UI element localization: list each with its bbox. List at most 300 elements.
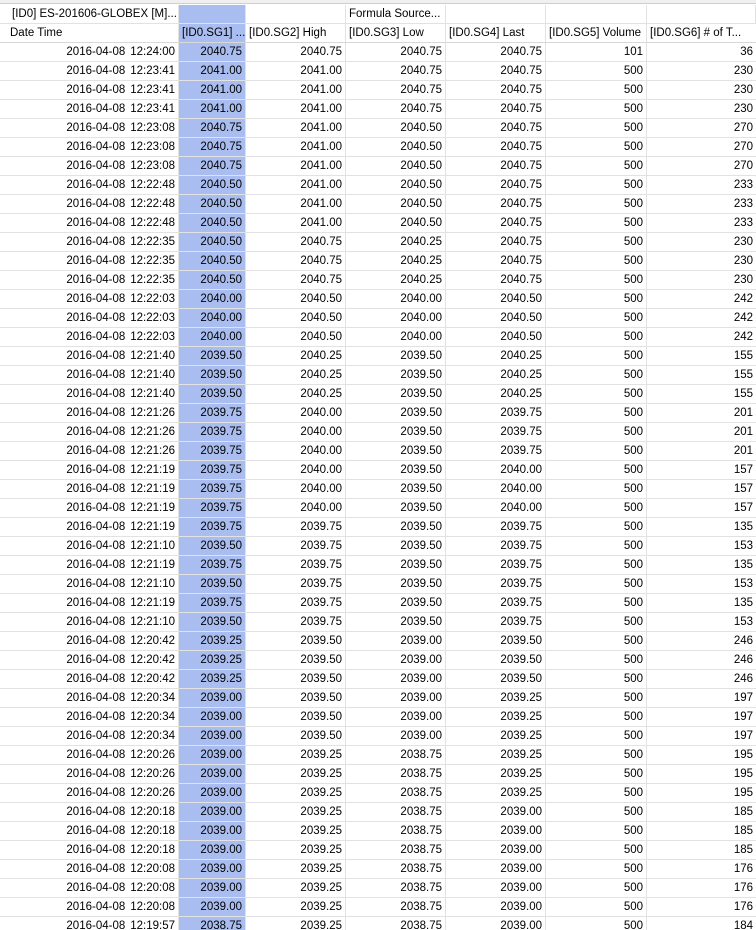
cell-num-trades[interactable]: 233 <box>733 217 753 229</box>
cell-low[interactable]: 2040.75 <box>346 43 446 61</box>
cell-num-trades[interactable]: 157 <box>733 464 753 476</box>
table-row[interactable] <box>0 879 756 898</box>
cell-last[interactable]: 2039.50 <box>446 670 546 688</box>
table-row[interactable] <box>0 290 756 309</box>
cell-num-trades[interactable]: 197 <box>733 692 753 704</box>
cell-low[interactable]: 2040.00 <box>346 328 446 346</box>
cell-high[interactable]: 2039.50 <box>246 651 346 669</box>
column-header-num-trades[interactable]: [ID0.SG6] # of T... <box>650 27 742 39</box>
cell-volume[interactable]: 500 <box>546 898 647 916</box>
cell-volume[interactable]: 500 <box>546 879 647 897</box>
cell-volume[interactable]: 500 <box>546 708 647 726</box>
cell-low[interactable]: 2040.25 <box>346 233 446 251</box>
cell-low[interactable]: 2038.75 <box>346 746 446 764</box>
cell-low[interactable]: 2039.50 <box>346 442 446 460</box>
cell-low[interactable]: 2039.50 <box>346 575 446 593</box>
cell-sg1[interactable]: 2040.75 <box>179 157 246 175</box>
cell-date-time[interactable] <box>0 670 179 688</box>
table-row[interactable] <box>0 138 756 157</box>
cell-high[interactable]: 2040.00 <box>246 404 346 422</box>
cell-volume[interactable]: 500 <box>546 556 647 574</box>
cell-high[interactable]: 2040.75 <box>246 233 346 251</box>
cell-date-time[interactable] <box>0 100 179 118</box>
cell-last[interactable]: 2039.00 <box>446 860 546 878</box>
column-header-volume[interactable]: [ID0.SG5] Volume <box>546 24 647 42</box>
formula-source-label[interactable]: Formula Source... <box>346 5 446 23</box>
table-row[interactable] <box>0 423 756 442</box>
cell-date-time[interactable] <box>0 594 179 612</box>
cell-date-time[interactable] <box>0 841 179 859</box>
cell-last[interactable]: 2040.00 <box>446 480 546 498</box>
table-row[interactable] <box>0 556 756 575</box>
cell-sg1[interactable]: 2039.75 <box>179 480 246 498</box>
table-row[interactable] <box>0 499 756 518</box>
cell-volume[interactable]: 500 <box>546 271 647 289</box>
cell-num-trades[interactable]: 242 <box>733 331 753 343</box>
cell-num-trades[interactable]: 197 <box>733 711 753 723</box>
cell-sg1[interactable]: 2040.50 <box>179 176 246 194</box>
cell-low[interactable]: 2038.75 <box>346 822 446 840</box>
cell-date-time[interactable] <box>0 366 179 384</box>
cell-date-time[interactable] <box>0 385 179 403</box>
cell-sg1[interactable]: 2039.00 <box>179 727 246 745</box>
cell-high[interactable]: 2039.75 <box>246 575 346 593</box>
cell-date-time[interactable] <box>0 898 179 916</box>
cell-low[interactable]: 2039.50 <box>346 385 446 403</box>
table-row[interactable] <box>0 689 756 708</box>
cell-date-time[interactable] <box>0 556 179 574</box>
cell-volume[interactable]: 500 <box>546 689 647 707</box>
cell-low[interactable]: 2040.25 <box>346 252 446 270</box>
cell-date-time[interactable] <box>0 917 179 930</box>
cell-low[interactable]: 2040.00 <box>346 309 446 327</box>
cell-high[interactable]: 2039.50 <box>246 708 346 726</box>
cell-date-time[interactable] <box>0 499 179 517</box>
cell-sg1[interactable]: 2039.75 <box>179 461 246 479</box>
cell-last[interactable]: 2040.75 <box>446 271 546 289</box>
cell-date-time[interactable] <box>0 195 179 213</box>
cell-num-trades[interactable]: 230 <box>733 274 753 286</box>
cell-date-time[interactable] <box>0 233 179 251</box>
cell-low[interactable]: 2040.50 <box>346 214 446 232</box>
cell-num-trades[interactable]: 157 <box>733 483 753 495</box>
table-row[interactable] <box>0 480 756 499</box>
cell-low[interactable]: 2038.75 <box>346 803 446 821</box>
cell-high[interactable]: 2039.75 <box>246 537 346 555</box>
cell-last[interactable]: 2040.75 <box>446 214 546 232</box>
cell-sg1[interactable]: 2039.00 <box>179 822 246 840</box>
cell-low[interactable]: 2039.50 <box>346 461 446 479</box>
cell-low[interactable]: 2038.75 <box>346 879 446 897</box>
cell-high[interactable]: 2039.25 <box>246 765 346 783</box>
cell-volume[interactable]: 500 <box>546 651 647 669</box>
cell-high[interactable]: 2039.25 <box>246 784 346 802</box>
cell-last[interactable]: 2040.00 <box>446 461 546 479</box>
cell-last[interactable]: 2040.25 <box>446 347 546 365</box>
cell-low[interactable]: 2038.75 <box>346 860 446 878</box>
cell-low[interactable]: 2039.50 <box>346 499 446 517</box>
table-row[interactable] <box>0 651 756 670</box>
table-row[interactable] <box>0 214 756 233</box>
cell-last[interactable]: 2040.75 <box>446 176 546 194</box>
cell-volume[interactable]: 500 <box>546 366 647 384</box>
cell-last[interactable]: 2040.75 <box>446 100 546 118</box>
cell-volume[interactable]: 500 <box>546 81 647 99</box>
table-row[interactable] <box>0 746 756 765</box>
cell-last[interactable]: 2039.00 <box>446 803 546 821</box>
cell-volume[interactable]: 500 <box>546 632 647 650</box>
cell-high[interactable]: 2040.00 <box>246 499 346 517</box>
cell-low[interactable]: 2040.75 <box>346 81 446 99</box>
cell-high[interactable]: 2039.25 <box>246 841 346 859</box>
cell-low[interactable]: 2039.00 <box>346 708 446 726</box>
table-row[interactable] <box>0 271 756 290</box>
cell-sg1[interactable]: 2039.00 <box>179 860 246 878</box>
cell-sg1[interactable]: 2040.50 <box>179 271 246 289</box>
cell-sg1[interactable]: 2039.75 <box>179 423 246 441</box>
cell-low[interactable]: 2039.00 <box>346 632 446 650</box>
cell-num-trades[interactable]: 233 <box>733 198 753 210</box>
cell-high[interactable]: 2039.50 <box>246 727 346 745</box>
cell-num-trades[interactable]: 197 <box>733 730 753 742</box>
cell-volume[interactable]: 500 <box>546 347 647 365</box>
cell-sg1[interactable]: 2039.00 <box>179 898 246 916</box>
cell-date-time[interactable] <box>0 879 179 897</box>
cell-low[interactable]: 2039.50 <box>346 423 446 441</box>
cell-volume[interactable]: 500 <box>546 765 647 783</box>
table-row[interactable] <box>0 518 756 537</box>
cell-last[interactable]: 2039.00 <box>446 898 546 916</box>
cell-sg1[interactable]: 2039.00 <box>179 841 246 859</box>
cell-num-trades[interactable]: 157 <box>733 502 753 514</box>
table-row[interactable] <box>0 328 756 347</box>
cell-sg1[interactable]: 2039.50 <box>179 347 246 365</box>
table-row[interactable] <box>0 670 756 689</box>
cell-sg1[interactable]: 2039.00 <box>179 784 246 802</box>
cell-low[interactable]: 2039.50 <box>346 556 446 574</box>
cell-volume[interactable]: 500 <box>546 423 647 441</box>
cell-date-time[interactable] <box>0 214 179 232</box>
cell-high[interactable]: 2040.75 <box>246 271 346 289</box>
cell-num-trades[interactable]: 246 <box>733 654 753 666</box>
cell-num-trades[interactable]: 153 <box>733 540 753 552</box>
column-header-last[interactable]: [ID0.SG4] Last <box>446 24 546 42</box>
cell-sg1[interactable]: 2039.25 <box>179 670 246 688</box>
cell-date-time[interactable] <box>0 290 179 308</box>
cell-date-time[interactable] <box>0 822 179 840</box>
cell-last[interactable]: 2039.25 <box>446 689 546 707</box>
table-row[interactable] <box>0 860 756 879</box>
cell-high[interactable]: 2039.50 <box>246 670 346 688</box>
cell-last[interactable]: 2039.75 <box>446 556 546 574</box>
cell-volume[interactable]: 500 <box>546 575 647 593</box>
cell-sg1[interactable]: 2040.50 <box>179 195 246 213</box>
cell-sg1[interactable]: 2040.00 <box>179 328 246 346</box>
cell-volume[interactable]: 500 <box>546 746 647 764</box>
cell-num-trades[interactable]: 176 <box>733 882 753 894</box>
table-row[interactable] <box>0 613 756 632</box>
cell-num-trades[interactable]: 36 <box>740 46 753 58</box>
cell-num-trades[interactable]: 230 <box>733 65 753 77</box>
cell-volume[interactable]: 500 <box>546 841 647 859</box>
cell-sg1[interactable]: 2039.00 <box>179 765 246 783</box>
cell-sg1[interactable]: 2039.50 <box>179 575 246 593</box>
cell-sg1[interactable]: 2040.00 <box>179 309 246 327</box>
cell-volume[interactable]: 500 <box>546 214 647 232</box>
table-row[interactable] <box>0 898 756 917</box>
cell-num-trades[interactable]: 195 <box>733 749 753 761</box>
cell-last[interactable]: 2039.75 <box>446 575 546 593</box>
cell-date-time[interactable] <box>0 708 179 726</box>
cell-date-time[interactable] <box>0 347 179 365</box>
table-row[interactable] <box>0 841 756 860</box>
cell-volume[interactable]: 500 <box>546 917 647 930</box>
cell-num-trades[interactable]: 176 <box>733 901 753 913</box>
cell-sg1[interactable]: 2040.75 <box>179 43 246 61</box>
cell-last[interactable]: 2040.00 <box>446 499 546 517</box>
cell-last[interactable]: 2039.75 <box>446 442 546 460</box>
cell-sg1[interactable]: 2039.00 <box>179 879 246 897</box>
cell-sg1[interactable]: 2039.75 <box>179 594 246 612</box>
table-row[interactable] <box>0 81 756 100</box>
cell-volume[interactable]: 500 <box>546 176 647 194</box>
cell-num-trades[interactable]: 246 <box>733 635 753 647</box>
cell-num-trades[interactable]: 155 <box>733 369 753 381</box>
cell-last[interactable]: 2040.50 <box>446 290 546 308</box>
cell-sg1[interactable]: 2040.75 <box>179 119 246 137</box>
cell-low[interactable]: 2039.50 <box>346 404 446 422</box>
cell-date-time[interactable] <box>0 442 179 460</box>
cell-last[interactable]: 2040.75 <box>446 43 546 61</box>
cell-high[interactable]: 2039.25 <box>246 898 346 916</box>
cell-sg1[interactable]: 2040.50 <box>179 252 246 270</box>
cell-last[interactable]: 2040.75 <box>446 195 546 213</box>
cell-last[interactable]: 2039.25 <box>446 746 546 764</box>
cell-volume[interactable]: 101 <box>546 43 647 61</box>
cell-low[interactable]: 2039.00 <box>346 727 446 745</box>
cell-num-trades[interactable]: 230 <box>733 103 753 115</box>
cell-last[interactable]: 2039.75 <box>446 613 546 631</box>
cell-last[interactable]: 2040.50 <box>446 309 546 327</box>
cell-num-trades[interactable]: 246 <box>733 673 753 685</box>
cell-date-time[interactable] <box>0 613 179 631</box>
cell-high[interactable]: 2041.00 <box>246 62 346 80</box>
cell-high[interactable]: 2039.50 <box>246 632 346 650</box>
table-row[interactable] <box>0 233 756 252</box>
cell-last[interactable]: 2040.75 <box>446 138 546 156</box>
cell-volume[interactable]: 500 <box>546 537 647 555</box>
cell-last[interactable]: 2040.25 <box>446 385 546 403</box>
table-row[interactable] <box>0 765 756 784</box>
cell-sg1[interactable]: 2039.75 <box>179 518 246 536</box>
cell-high[interactable]: 2039.75 <box>246 556 346 574</box>
cell-date-time[interactable] <box>0 727 179 745</box>
cell-high[interactable]: 2041.00 <box>246 157 346 175</box>
cell-num-trades[interactable]: 184 <box>733 920 753 930</box>
cell-low[interactable]: 2038.75 <box>346 841 446 859</box>
symbol-label[interactable]: [ID0] ES-201606-GLOBEX [M]... <box>0 5 179 23</box>
cell-low[interactable]: 2040.50 <box>346 195 446 213</box>
cell-num-trades[interactable]: 195 <box>733 768 753 780</box>
cell-sg1[interactable]: 2040.50 <box>179 214 246 232</box>
cell-num-trades[interactable]: 153 <box>733 578 753 590</box>
cell-high[interactable]: 2041.00 <box>246 214 346 232</box>
cell-last[interactable]: 2039.00 <box>446 841 546 859</box>
cell-last[interactable]: 2039.75 <box>446 518 546 536</box>
cell-sg1[interactable]: 2039.50 <box>179 385 246 403</box>
cell-num-trades[interactable]: 233 <box>733 179 753 191</box>
cell-high[interactable]: 2039.25 <box>246 803 346 821</box>
table-row[interactable] <box>0 708 756 727</box>
cell-num-trades[interactable]: 135 <box>733 559 753 571</box>
cell-low[interactable]: 2039.00 <box>346 670 446 688</box>
cell-date-time[interactable] <box>0 404 179 422</box>
table-row[interactable] <box>0 784 756 803</box>
cell-last[interactable]: 2039.75 <box>446 594 546 612</box>
table-row[interactable] <box>0 404 756 423</box>
cell-sg1[interactable]: 2041.00 <box>179 81 246 99</box>
cell-volume[interactable]: 500 <box>546 480 647 498</box>
cell-date-time[interactable] <box>0 784 179 802</box>
cell-low[interactable]: 2039.50 <box>346 366 446 384</box>
cell-last[interactable]: 2040.75 <box>446 62 546 80</box>
cell-last[interactable]: 2039.25 <box>446 727 546 745</box>
cell-num-trades[interactable]: 201 <box>733 426 753 438</box>
cell-last[interactable]: 2040.50 <box>446 328 546 346</box>
cell-date-time[interactable] <box>0 632 179 650</box>
cell-volume[interactable]: 500 <box>546 100 647 118</box>
cell-low[interactable]: 2039.50 <box>346 537 446 555</box>
cell-num-trades[interactable]: 270 <box>733 160 753 172</box>
cell-num-trades[interactable]: 230 <box>733 236 753 248</box>
table-row[interactable] <box>0 100 756 119</box>
cell-volume[interactable]: 500 <box>546 404 647 422</box>
cell-high[interactable]: 2040.25 <box>246 385 346 403</box>
cell-volume[interactable]: 500 <box>546 233 647 251</box>
cell-num-trades[interactable]: 201 <box>733 407 753 419</box>
cell-num-trades[interactable]: 185 <box>733 806 753 818</box>
table-row[interactable] <box>0 917 756 930</box>
cell-sg1[interactable]: 2040.00 <box>179 290 246 308</box>
cell-volume[interactable]: 500 <box>546 594 647 612</box>
cell-sg1[interactable]: 2039.25 <box>179 651 246 669</box>
cell-num-trades[interactable]: 155 <box>733 350 753 362</box>
column-header-low[interactable]: [ID0.SG3] Low <box>346 24 446 42</box>
cell-num-trades[interactable]: 185 <box>733 825 753 837</box>
cell-volume[interactable]: 500 <box>546 499 647 517</box>
cell-high[interactable]: 2040.50 <box>246 290 346 308</box>
cell-num-trades[interactable]: 242 <box>733 293 753 305</box>
cell-high[interactable]: 2039.25 <box>246 917 346 930</box>
cell-date-time[interactable] <box>0 328 179 346</box>
cell-low[interactable]: 2040.75 <box>346 100 446 118</box>
cell-sg1[interactable]: 2039.00 <box>179 803 246 821</box>
cell-high[interactable]: 2041.00 <box>246 195 346 213</box>
cell-sg1[interactable]: 2040.50 <box>179 233 246 251</box>
table-row[interactable] <box>0 727 756 746</box>
cell-high[interactable]: 2040.50 <box>246 328 346 346</box>
cell-low[interactable]: 2038.75 <box>346 898 446 916</box>
cell-date-time[interactable] <box>0 803 179 821</box>
cell-sg1[interactable]: 2041.00 <box>179 62 246 80</box>
cell-low[interactable]: 2038.75 <box>346 765 446 783</box>
cell-low[interactable]: 2040.50 <box>346 157 446 175</box>
cell-date-time[interactable] <box>0 423 179 441</box>
cell-volume[interactable]: 500 <box>546 860 647 878</box>
cell-high[interactable]: 2039.25 <box>246 822 346 840</box>
cell-num-trades[interactable]: 270 <box>733 141 753 153</box>
cell-high[interactable]: 2039.25 <box>246 746 346 764</box>
cell-sg1[interactable]: 2039.50 <box>179 366 246 384</box>
table-row[interactable] <box>0 632 756 651</box>
cell-last[interactable]: 2039.25 <box>446 708 546 726</box>
table-row[interactable] <box>0 822 756 841</box>
cell-sg1[interactable]: 2039.00 <box>179 689 246 707</box>
cell-high[interactable]: 2040.50 <box>246 309 346 327</box>
cell-date-time[interactable] <box>0 271 179 289</box>
cell-num-trades[interactable]: 153 <box>733 616 753 628</box>
cell-date-time[interactable] <box>0 765 179 783</box>
cell-last[interactable]: 2039.00 <box>446 917 546 930</box>
cell-high[interactable]: 2041.00 <box>246 100 346 118</box>
cell-num-trades[interactable]: 155 <box>733 388 753 400</box>
cell-high[interactable]: 2039.25 <box>246 860 346 878</box>
cell-high[interactable]: 2040.00 <box>246 480 346 498</box>
cell-last[interactable]: 2039.00 <box>446 879 546 897</box>
cell-low[interactable]: 2038.75 <box>346 784 446 802</box>
cell-low[interactable]: 2040.25 <box>346 271 446 289</box>
cell-volume[interactable]: 500 <box>546 442 647 460</box>
cell-high[interactable]: 2039.75 <box>246 613 346 631</box>
cell-high[interactable]: 2040.75 <box>246 43 346 61</box>
cell-last[interactable]: 2039.25 <box>446 784 546 802</box>
cell-sg1[interactable]: 2039.75 <box>179 499 246 517</box>
cell-num-trades[interactable]: 270 <box>733 122 753 134</box>
table-row[interactable] <box>0 176 756 195</box>
cell-last[interactable]: 2039.50 <box>446 651 546 669</box>
cell-volume[interactable]: 500 <box>546 784 647 802</box>
cell-num-trades[interactable]: 195 <box>733 787 753 799</box>
cell-volume[interactable]: 500 <box>546 613 647 631</box>
cell-sg1[interactable]: 2039.00 <box>179 708 246 726</box>
cell-sg1[interactable]: 2038.75 <box>179 917 246 930</box>
cell-sg1[interactable]: 2039.75 <box>179 404 246 422</box>
cell-date-time[interactable] <box>0 119 179 137</box>
cell-high[interactable]: 2040.00 <box>246 461 346 479</box>
cell-volume[interactable]: 500 <box>546 119 647 137</box>
column-header-sg1[interactable]: [ID0.SG1] ... <box>179 24 246 42</box>
cell-last[interactable]: 2040.75 <box>446 233 546 251</box>
cell-date-time[interactable] <box>0 43 179 61</box>
cell-high[interactable]: 2039.25 <box>246 879 346 897</box>
cell-volume[interactable]: 500 <box>546 290 647 308</box>
cell-low[interactable]: 2040.50 <box>346 119 446 137</box>
cell-high[interactable]: 2041.00 <box>246 138 346 156</box>
cell-low[interactable]: 2039.50 <box>346 613 446 631</box>
column-header-date-time[interactable]: Date Time <box>0 24 179 42</box>
cell-volume[interactable]: 500 <box>546 385 647 403</box>
cell-volume[interactable]: 500 <box>546 803 647 821</box>
cell-volume[interactable]: 500 <box>546 157 647 175</box>
cell-low[interactable]: 2039.00 <box>346 689 446 707</box>
cell-last[interactable]: 2040.75 <box>446 119 546 137</box>
cell-date-time[interactable] <box>0 518 179 536</box>
cell-high[interactable]: 2041.00 <box>246 119 346 137</box>
cell-sg1[interactable]: 2039.50 <box>179 537 246 555</box>
cell-volume[interactable]: 500 <box>546 727 647 745</box>
cell-date-time[interactable] <box>0 537 179 555</box>
cell-date-time[interactable] <box>0 575 179 593</box>
